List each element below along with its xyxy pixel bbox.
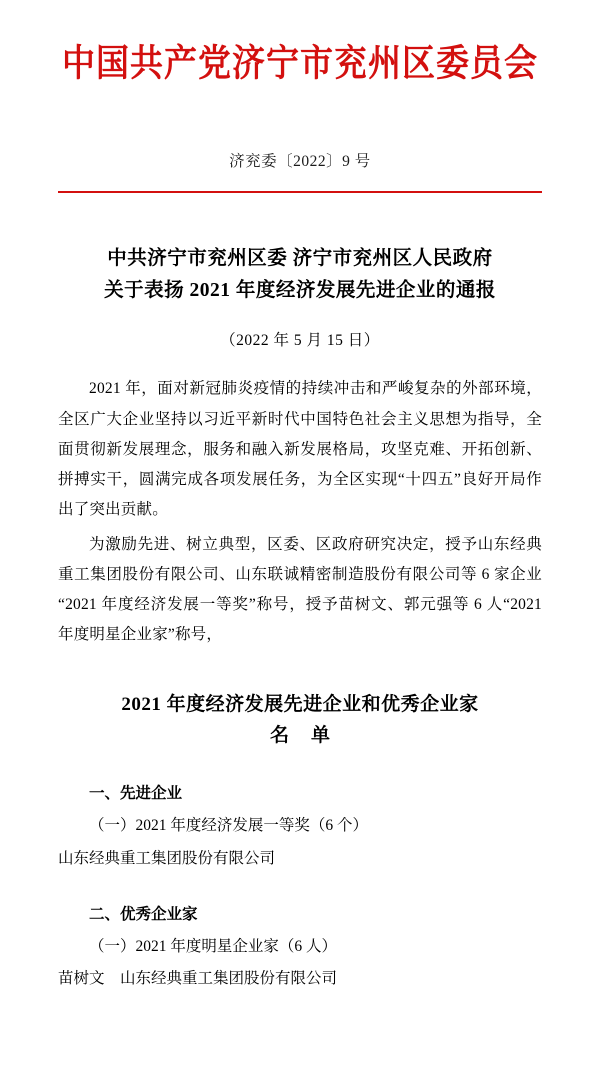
list-item: 苗树文 山东经典重工集团股份有限公司: [58, 970, 338, 988]
list-heading-main: 2021 年度经济发展先进企业和优秀企业家: [121, 694, 479, 716]
section-1-heading: 一、先进企业: [89, 785, 183, 803]
list-sections: [58, 779, 542, 994]
red-divider-rule: [58, 191, 542, 193]
section-spacer: [58, 874, 542, 896]
page-title: [58, 243, 542, 306]
list-heading-sub: 名单: [269, 724, 352, 746]
section-2-subheading: （一）2021 年度明星企业家（6 人）: [89, 938, 338, 956]
title-line-1: 中共济宁市兖州区委 济宁市兖州区人民政府: [107, 248, 493, 270]
body-text: [58, 374, 542, 650]
section-2-heading: 二、优秀企业家: [89, 905, 198, 923]
document-date: （2022 年 5 月 15 日）: [220, 332, 380, 350]
masthead-title: 中国共产党济宁市兖州区委员会: [62, 44, 538, 85]
paragraph-2: 为激励先进、树立典型，区委、区政府研究决定，授予山东经典重工集团股份有限公司、山东联诚精密制造股份有限公司等 6 家企业“2021 年度经济发展一等奖”称号，授予苗树文、郭元强等 6 人“2021 年度明星企业家”称号，: [58, 535, 542, 644]
list-heading: [58, 690, 542, 751]
document-page: [0, 42, 600, 1083]
list-item: 山东经典重工集团股份有限公司: [58, 849, 276, 867]
document-number: 济兖委〔2022〕9 号: [229, 153, 371, 171]
section-1-subheading: （一）2021 年度经济发展一等奖（6 个）: [89, 817, 369, 835]
title-line-2: 关于表扬 2021 年度经济发展先进企业的通报: [104, 279, 496, 301]
paragraph-1: 2021 年，面对新冠肺炎疫情的持续冲击和严峻复杂的外部环境，全区广大企业坚持以习近平新时代中国特色社会主义思想为指导，全面贯彻新发展理念，服务和融入新发展格局，攻坚克难、开拓创新、拼搏实干，圆满完成各项发展任务，为全区实现“十四五”良好开局作出了突出贡献。: [58, 380, 542, 519]
